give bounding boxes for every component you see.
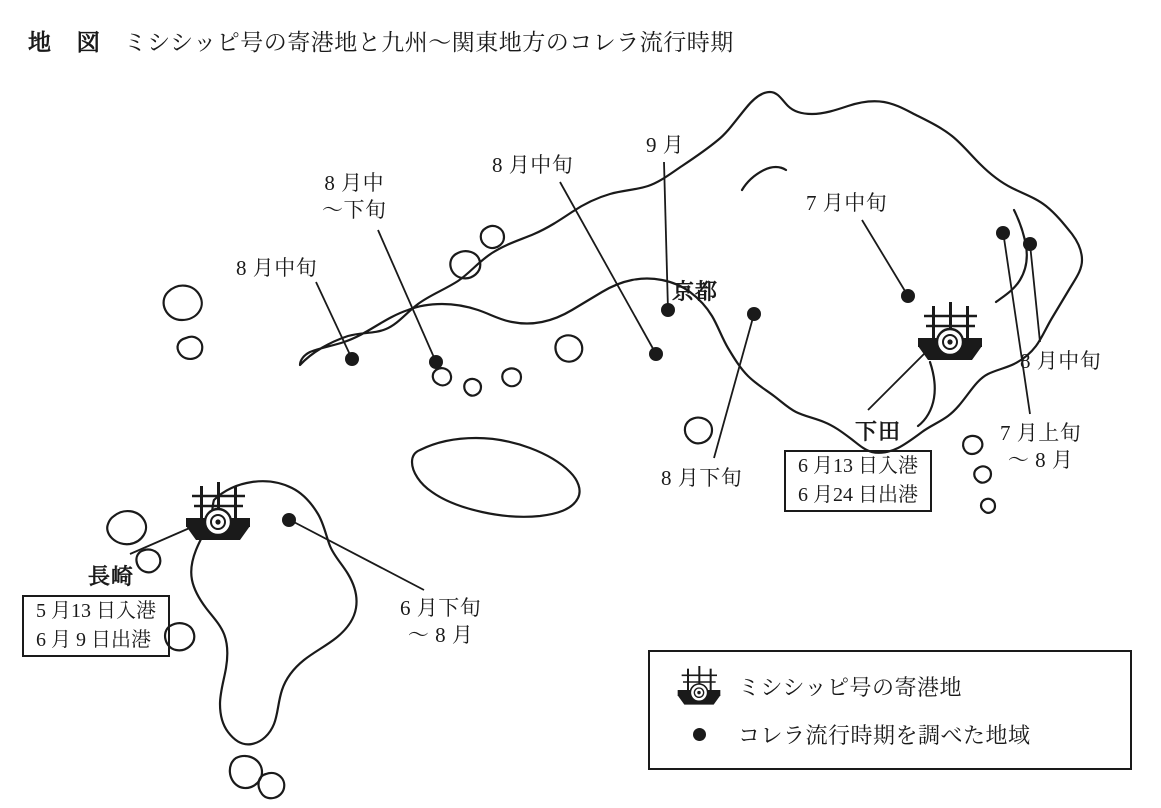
city-nagasaki: 長崎 <box>88 564 135 589</box>
map-legend <box>648 650 1132 770</box>
island-oki <box>164 286 202 320</box>
anno-july-early-line2: ～ 8 月 <box>1007 448 1074 473</box>
dot-aug-late <box>747 307 761 321</box>
ship-marker-nagasaki <box>186 482 250 540</box>
dot-aug-mid-late <box>429 355 443 369</box>
island-seto-3 <box>502 368 521 386</box>
anno-june-late-line1: 6 月下旬 <box>400 596 482 620</box>
island-inland-2 <box>481 226 504 248</box>
island-awaji <box>555 335 582 361</box>
anno-june-late-line2: ～ 8 月 <box>407 623 474 648</box>
legend-label-ship: ミシシッピ号の寄港地 <box>738 674 963 700</box>
dot-aug-mid-east <box>1023 237 1037 251</box>
anno-sept: 9 月 <box>646 133 685 157</box>
title-text: ミシシッピ号の寄港地と九州～関東地方のコレラ流行時期 <box>123 30 734 55</box>
map-stage <box>0 70 1161 808</box>
island-izu-2 <box>974 466 991 482</box>
ship-icon <box>668 666 730 706</box>
dot-july-mid <box>901 289 915 303</box>
leader-aug-mid-central <box>560 182 656 354</box>
portbox-shimoda <box>784 450 932 512</box>
island-izu-1 <box>963 436 982 454</box>
leader-june-late <box>290 520 424 590</box>
island-seto-1 <box>433 368 451 385</box>
dot-june-late <box>282 513 296 527</box>
portbox-nagasaki-line1: 5 月13 日入港 <box>36 600 156 622</box>
leader-july-mid <box>862 220 908 296</box>
leader-sept <box>664 162 668 310</box>
leader-aug-mid-east <box>1030 244 1040 342</box>
legend-label-dot: コレラ流行時期を調べた地域 <box>738 722 1031 748</box>
anno-july-early-aug <box>1000 420 1081 475</box>
shikoku-outline <box>412 438 580 517</box>
honshu-outline <box>300 92 1082 453</box>
dot-july-early <box>996 226 1010 240</box>
leader-aug-late <box>714 314 754 458</box>
island-kii <box>685 418 712 444</box>
dot-aug-mid-central <box>649 347 663 361</box>
dot-aug-mid-west <box>345 352 359 366</box>
portbox-shimoda-line1: 6 月13 日入港 <box>798 455 918 477</box>
portbox-nagasaki <box>22 595 170 657</box>
city-shimoda: 下田 <box>855 419 902 444</box>
anno-aug-mid-east: 8 月中旬 <box>1020 349 1102 373</box>
noto-peninsula <box>742 167 786 190</box>
portbox-nagasaki-line2: 6 月 9 日出港 <box>36 629 151 651</box>
anno-july-mid: 7 月中旬 <box>806 191 888 215</box>
island-seto-2 <box>464 379 481 396</box>
city-kyoto: 京都 <box>672 279 719 304</box>
anno-aug-late: 8 月下旬 <box>661 466 743 490</box>
anno-aug-mid-late-line1: 8 月中 <box>324 171 385 195</box>
legend-row-ship <box>668 662 1112 710</box>
ship-marker-shimoda <box>918 302 982 360</box>
island-goto-1 <box>107 511 146 544</box>
page-title <box>28 24 734 57</box>
anno-aug-mid-central: 8 月中旬 <box>492 153 574 177</box>
island-south-1 <box>230 756 262 788</box>
anno-july-early-line1: 7 月上旬 <box>1000 421 1082 445</box>
leader-aug-mid-late <box>378 230 436 362</box>
anno-aug-mid-west: 8 月中旬 <box>236 256 318 280</box>
anno-aug-mid-late-line2: ～下旬 <box>322 198 387 223</box>
title-label: 地 図 <box>28 30 110 55</box>
izu-peninsula <box>918 362 935 426</box>
dot-icon <box>668 728 730 741</box>
leader-lines <box>130 162 1040 590</box>
legend-row-dot <box>668 710 1112 758</box>
island-south-2 <box>259 773 285 798</box>
island-izu-3 <box>981 499 995 513</box>
anno-june-late-aug <box>400 595 481 650</box>
island-goto-2 <box>136 550 160 573</box>
portbox-shimoda-line2: 6 月24 日出港 <box>798 484 918 506</box>
island-oki-2 <box>178 337 203 359</box>
anno-aug-mid-late <box>322 170 387 225</box>
